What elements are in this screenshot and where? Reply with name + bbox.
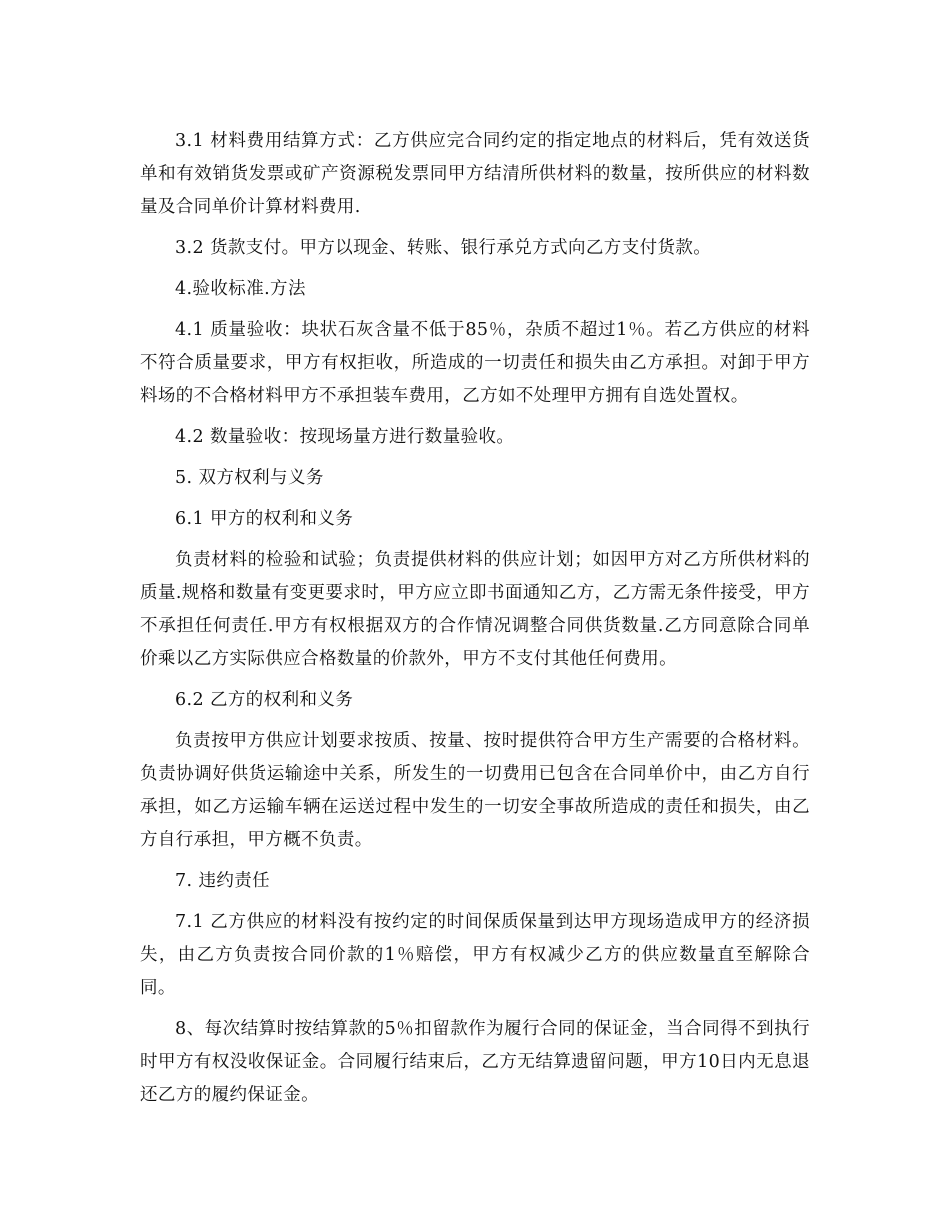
clause-8-body: 8、每次结算时按结算款的5％扣留款作为履行合同的保证金，当合同得不到执行时甲方有权没收保证金。合同履行结束后，乙方无结算遗留问题，甲方10日内无息退还乙方的履约保证金。 xyxy=(140,1019,810,1105)
clause-6-1-body: 负责材料的检验和试验；负责提供材料的供应计划；如因甲方对乙方所供材料的质量.规格和数量有变更要求时，甲方应立即书面通知乙方，乙方需无条件接受，甲方不承担任何责任.甲方有权根据双方的合作情况调整合同供货数量.乙方同意除合同单价乘以乙方实际供应合格数量的价款外，甲方不支付其他任何费用。 xyxy=(140,550,810,669)
clause-3-1-settlement: 3.1 材料费用结算方式：乙方供应完合同约定的指定地点的材料后，凭有效送货单和有效销货发票或矿产资源税发票同甲方结清所供材料的数量，按所供应的材料数量及合同单价计算材料费用. xyxy=(140,131,810,217)
section-7-heading: 7. 违约责任 xyxy=(175,871,271,891)
clause-6-1-heading: 6.1 甲方的权利和义务 xyxy=(175,509,354,529)
clause-6-2-body: 负责按甲方供应计划要求按质、按量、按时提供符合甲方生产需要的合格材料。 负责协调好供货运输途中关系，所发生的一切费用已包含在合同单价中，由乙方自行承担，如乙方运输车辆在运送过程中发生的一切安全事故所造成的责任和损失，由乙方自行承担，甲方概不负责。 xyxy=(140,731,810,850)
clause-3-2-payment: 3.2 货款支付。甲方以现金、转账、银行承兑方式向乙方支付货款。 xyxy=(175,238,712,258)
clause-6-2-heading: 6.2 乙方的权利和义务 xyxy=(175,690,354,710)
section-5-heading: 5. 双方权利与义务 xyxy=(175,468,324,488)
clause-4-2-quantity: 4.2 数量验收：按现场量方进行数量验收。 xyxy=(175,427,515,447)
clause-4-1-quality: 4.1 质量验收：块状石灰含量不低于85％，杂质不超过1％。若乙方供应的材料不符合质量要求，甲方有权拒收，所造成的一切责任和损失由乙方承担。对卸于甲方料场的不合格材料甲方不承担装车费用，乙方如不处理甲方拥有自选处置权。 xyxy=(140,320,810,406)
clause-7-1-body: 7.1 乙方供应的材料没有按约定的时间保质保量到达甲方现场造成甲方的经济损失，由乙方负责按合同价款的1％赔偿，甲方有权减少乙方的供应数量直至解除合同。 xyxy=(140,912,810,998)
section-4-heading: 4.验收标准.方法 xyxy=(175,279,306,299)
document-body xyxy=(140,125,810,1120)
